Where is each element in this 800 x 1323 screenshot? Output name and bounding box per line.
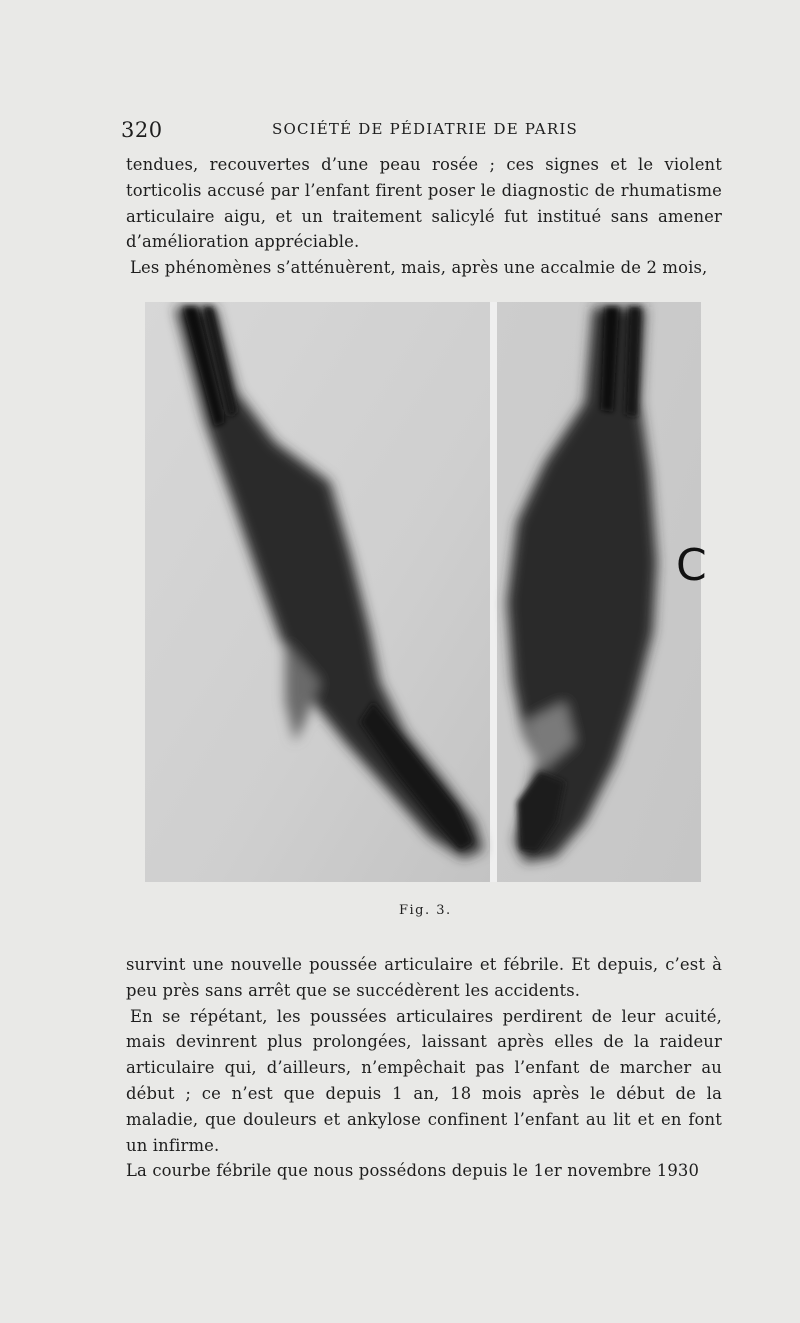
text-block-top bbox=[126, 152, 722, 281]
paragraph: La courbe fébrile que nous possédons depuis le 1er novembre 1930 bbox=[126, 1161, 700, 1181]
paragraph: Les phénomènes s’atténuèrent, mais, après une accalmie de 2 mois, bbox=[130, 258, 708, 278]
xray-figure bbox=[145, 302, 701, 882]
text-block-bottom bbox=[126, 952, 722, 1184]
margin-bracket-mark: C bbox=[676, 540, 707, 591]
paragraph: survint une nouvelle poussée articulaire et fébrile. Et depuis, c’est à peu près sans arrêt que se succédèrent les accidents. bbox=[126, 955, 722, 1000]
paragraph: tendues, recouvertes d’une peau rosée ; ces signes et le violent torticolis accusé par l’enfant firent poser le diagnostic de rhumatisme articulaire aigu, et un traitement salicylé fut institué sans amener d’amélioration appréciable. bbox=[126, 155, 722, 252]
page-number: 320 bbox=[121, 118, 163, 142]
running-head: SOCIÉTÉ DE PÉDIATRIE DE PARIS bbox=[272, 120, 578, 138]
figure-caption: Fig. 3. bbox=[399, 903, 452, 918]
xray-hands-image bbox=[145, 302, 701, 882]
paragraph: En se répétant, les poussées articulaires perdirent de leur acuité, mais devinrent plus prolongées, laissant après elles de la raideur articulaire qui, d’ailleurs, n’empêchait pas l’enfant de marcher au début ; ce n’est que depuis 1 an, 18 mois après le début de la maladie, que douleurs et ankylose confinent l’enfant au lit et en font un infirme. bbox=[126, 1006, 722, 1155]
